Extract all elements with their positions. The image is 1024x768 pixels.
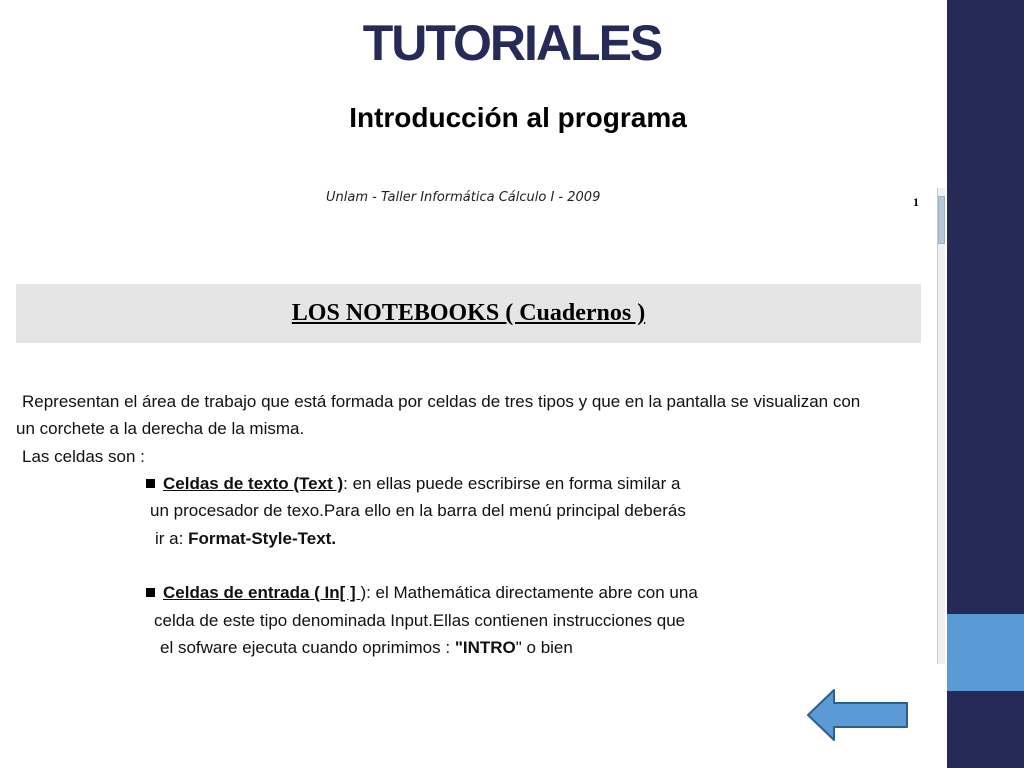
- left-arrow-icon[interactable]: [806, 688, 910, 742]
- input-cells-line-2: celda de este tipo denominada Input.Ellas contienen instrucciones que: [154, 611, 686, 630]
- text-cells-line-2: un procesador de texo.Para ello en la barra del menú principal deberás: [150, 501, 686, 520]
- bullet-icon: [146, 588, 155, 597]
- input-cells-label: Celdas de entrada ( In[ ]: [163, 583, 361, 602]
- intro-line-2: un corchete a la derecha de la misma.: [16, 419, 305, 438]
- text-cells-bullet-item: [146, 474, 680, 494]
- input-cells-line-3: [160, 638, 573, 658]
- section-title: LOS NOTEBOOKS ( Cuadernos ): [291, 300, 646, 326]
- intro-line-3: Las celdas son :: [22, 447, 145, 466]
- intro-line-1: Representan el área de trabajo que está formada por celdas de tres tipos y que en la pantalla se visualizan con: [22, 392, 861, 411]
- text-cells-line-3-prefix: ir a:: [155, 529, 189, 548]
- text-cells-desc: : en ellas puede escribirse en forma similar a: [343, 474, 681, 493]
- bullet-icon: [146, 479, 155, 488]
- page-number: 1: [913, 195, 919, 209]
- scrollbar-thumb[interactable]: [938, 196, 945, 244]
- input-cells-line-3-prefix: el sofware ejecuta cuando oprimimos :: [160, 638, 455, 657]
- slide-subtitle: Introducción al programa: [349, 102, 687, 133]
- text-cells-line-3: [155, 529, 336, 549]
- section-heading-band: [16, 284, 921, 343]
- text-cells-menu-path: Format-Style-Text.: [188, 529, 337, 548]
- slide-title: TUTORIALES: [362, 15, 662, 71]
- input-cells-bullet-item: [146, 583, 698, 603]
- text-cells-label: Celdas de texto (Text ): [163, 474, 344, 493]
- document-scrollbar[interactable]: [937, 188, 945, 664]
- input-cells-line-3-suffix: " o bien: [515, 638, 573, 657]
- sidebar-accent-block: [947, 614, 1024, 691]
- intro-key-label: "INTRO: [454, 638, 516, 657]
- document-header: Unlam - Taller Informática Cálculo I - 2009: [326, 190, 601, 205]
- input-cells-desc: ): el Mathemática directamente abre con una: [360, 583, 698, 602]
